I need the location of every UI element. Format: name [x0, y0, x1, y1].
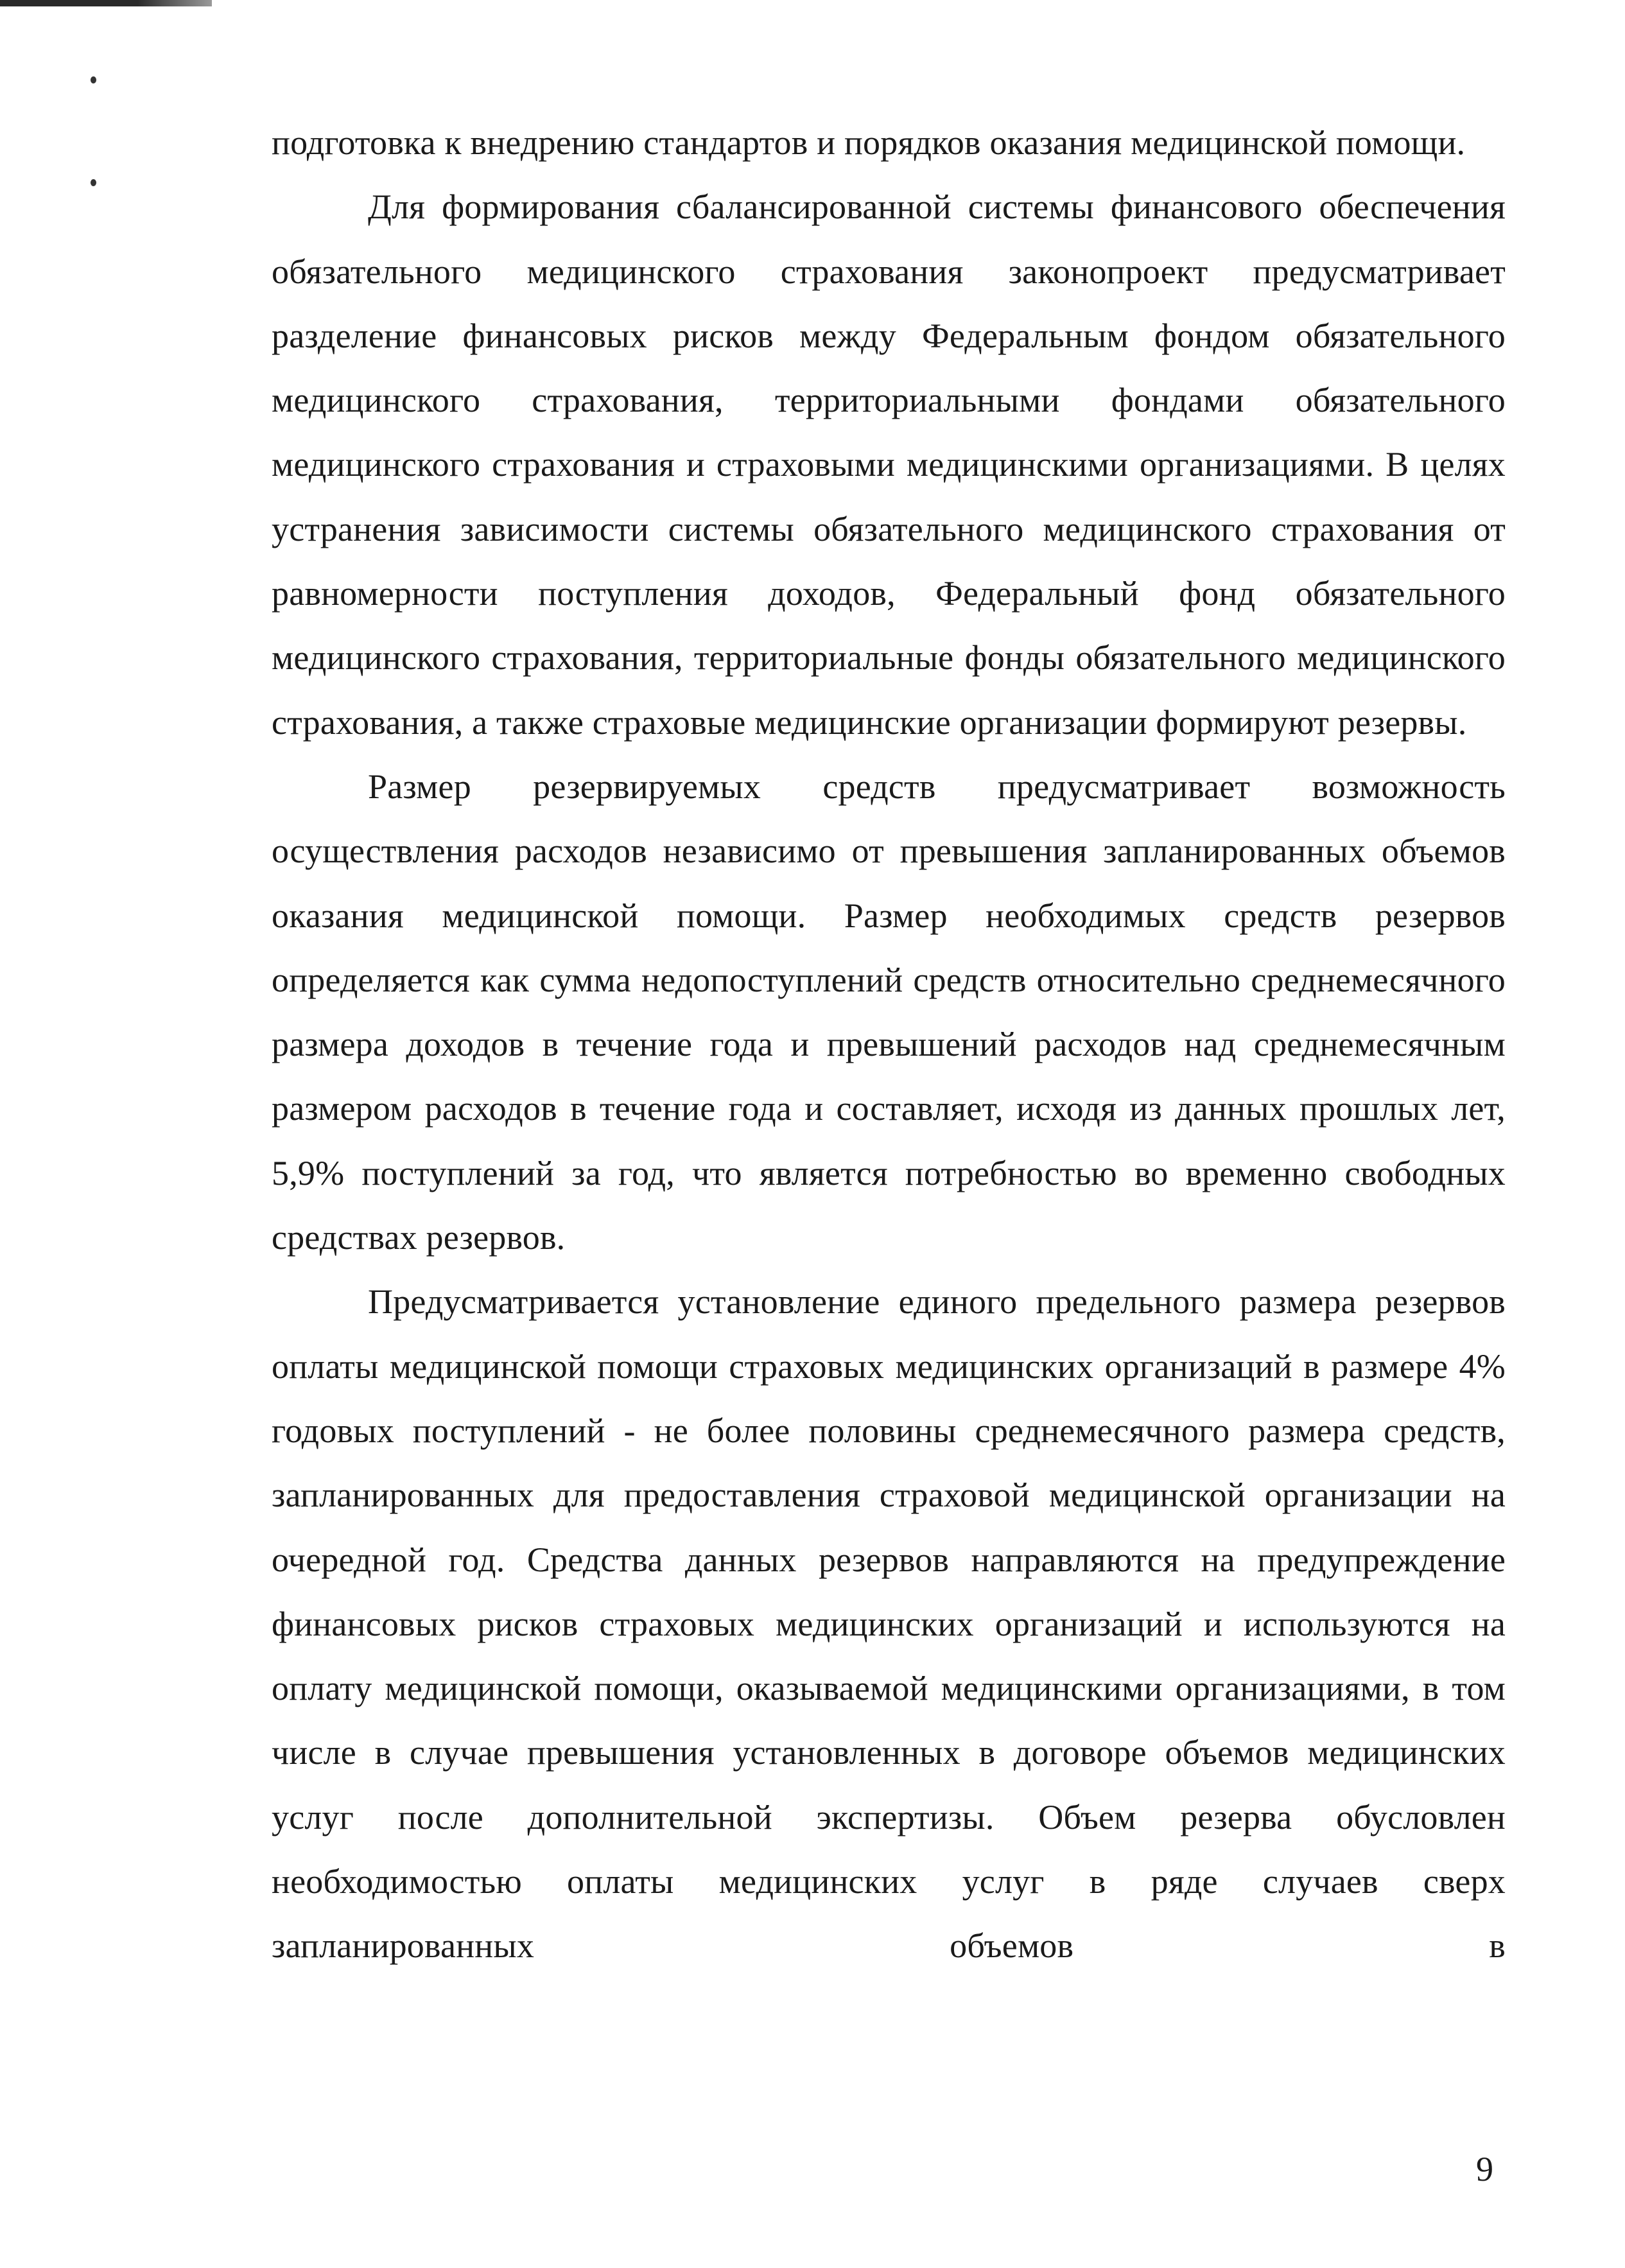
paragraph: Размер резервируемых средств предусматривает возможность осуществления расходов независимо от превышения запланированных объемов оказания медицинской помощи. Размер необходимых средств резервов определяется как сумма недопоступлений средств относительно среднемесячного размера доходов в течение года и превышений расходов над среднемесячным размером расходов в течение года и составляет, исходя из данных прошлых лет, 5,9% поступлений за год, что является потребностью во временно свободных средствах резервов. [272, 767, 1506, 1257]
paragraph: Для формирования сбалансированной системы финансового обеспечения обязательного медицинского страхования законопроект предусматривает разделение финансовых рисков между Федеральным фондом обязательного медицинского страхования, территориальными фондами обязательного медицинского страхования и страховыми медицинскими организациями. В целях устранения зависимости системы обязательного медицинского страхования от равномерности поступления доходов, Федеральный фонд обязательного медицинского страхования, территориальные фонды обязательного медицинского страхования, а также страховые медицинские организации формируют резервы. [272, 188, 1506, 742]
document-body [272, 110, 1506, 1978]
margin-dot [91, 179, 96, 186]
paragraph: Предусматривается установление единого предельного размера резервов оплаты медицинской помощи страховых медицинских организаций в размере 4% годовых поступлений - не более половины среднемесячного размера средств, запланированных для предоставления страховой медицинской организации на очередной год. Средства данных резервов направляются на предупреждение финансовых рисков страховых медицинских организаций и используются на оплату медицинской помощи, оказываемой медицинскими организациями, в том числе в случае превышения установленных в договоре объемов медицинских услуг после дополнительной экспертизы. Объем резерва обусловлен необходимостью оплаты медицинских услуг в ряде случаев сверх запланированных объемов в [272, 1282, 1506, 1966]
page-number: 9 [1476, 2150, 1493, 2188]
paragraph: подготовка к внедрению стандартов и порядков оказания медицинской помощи. [272, 123, 1466, 162]
margin-dot [91, 76, 96, 83]
scan-edge-mark [0, 0, 212, 6]
